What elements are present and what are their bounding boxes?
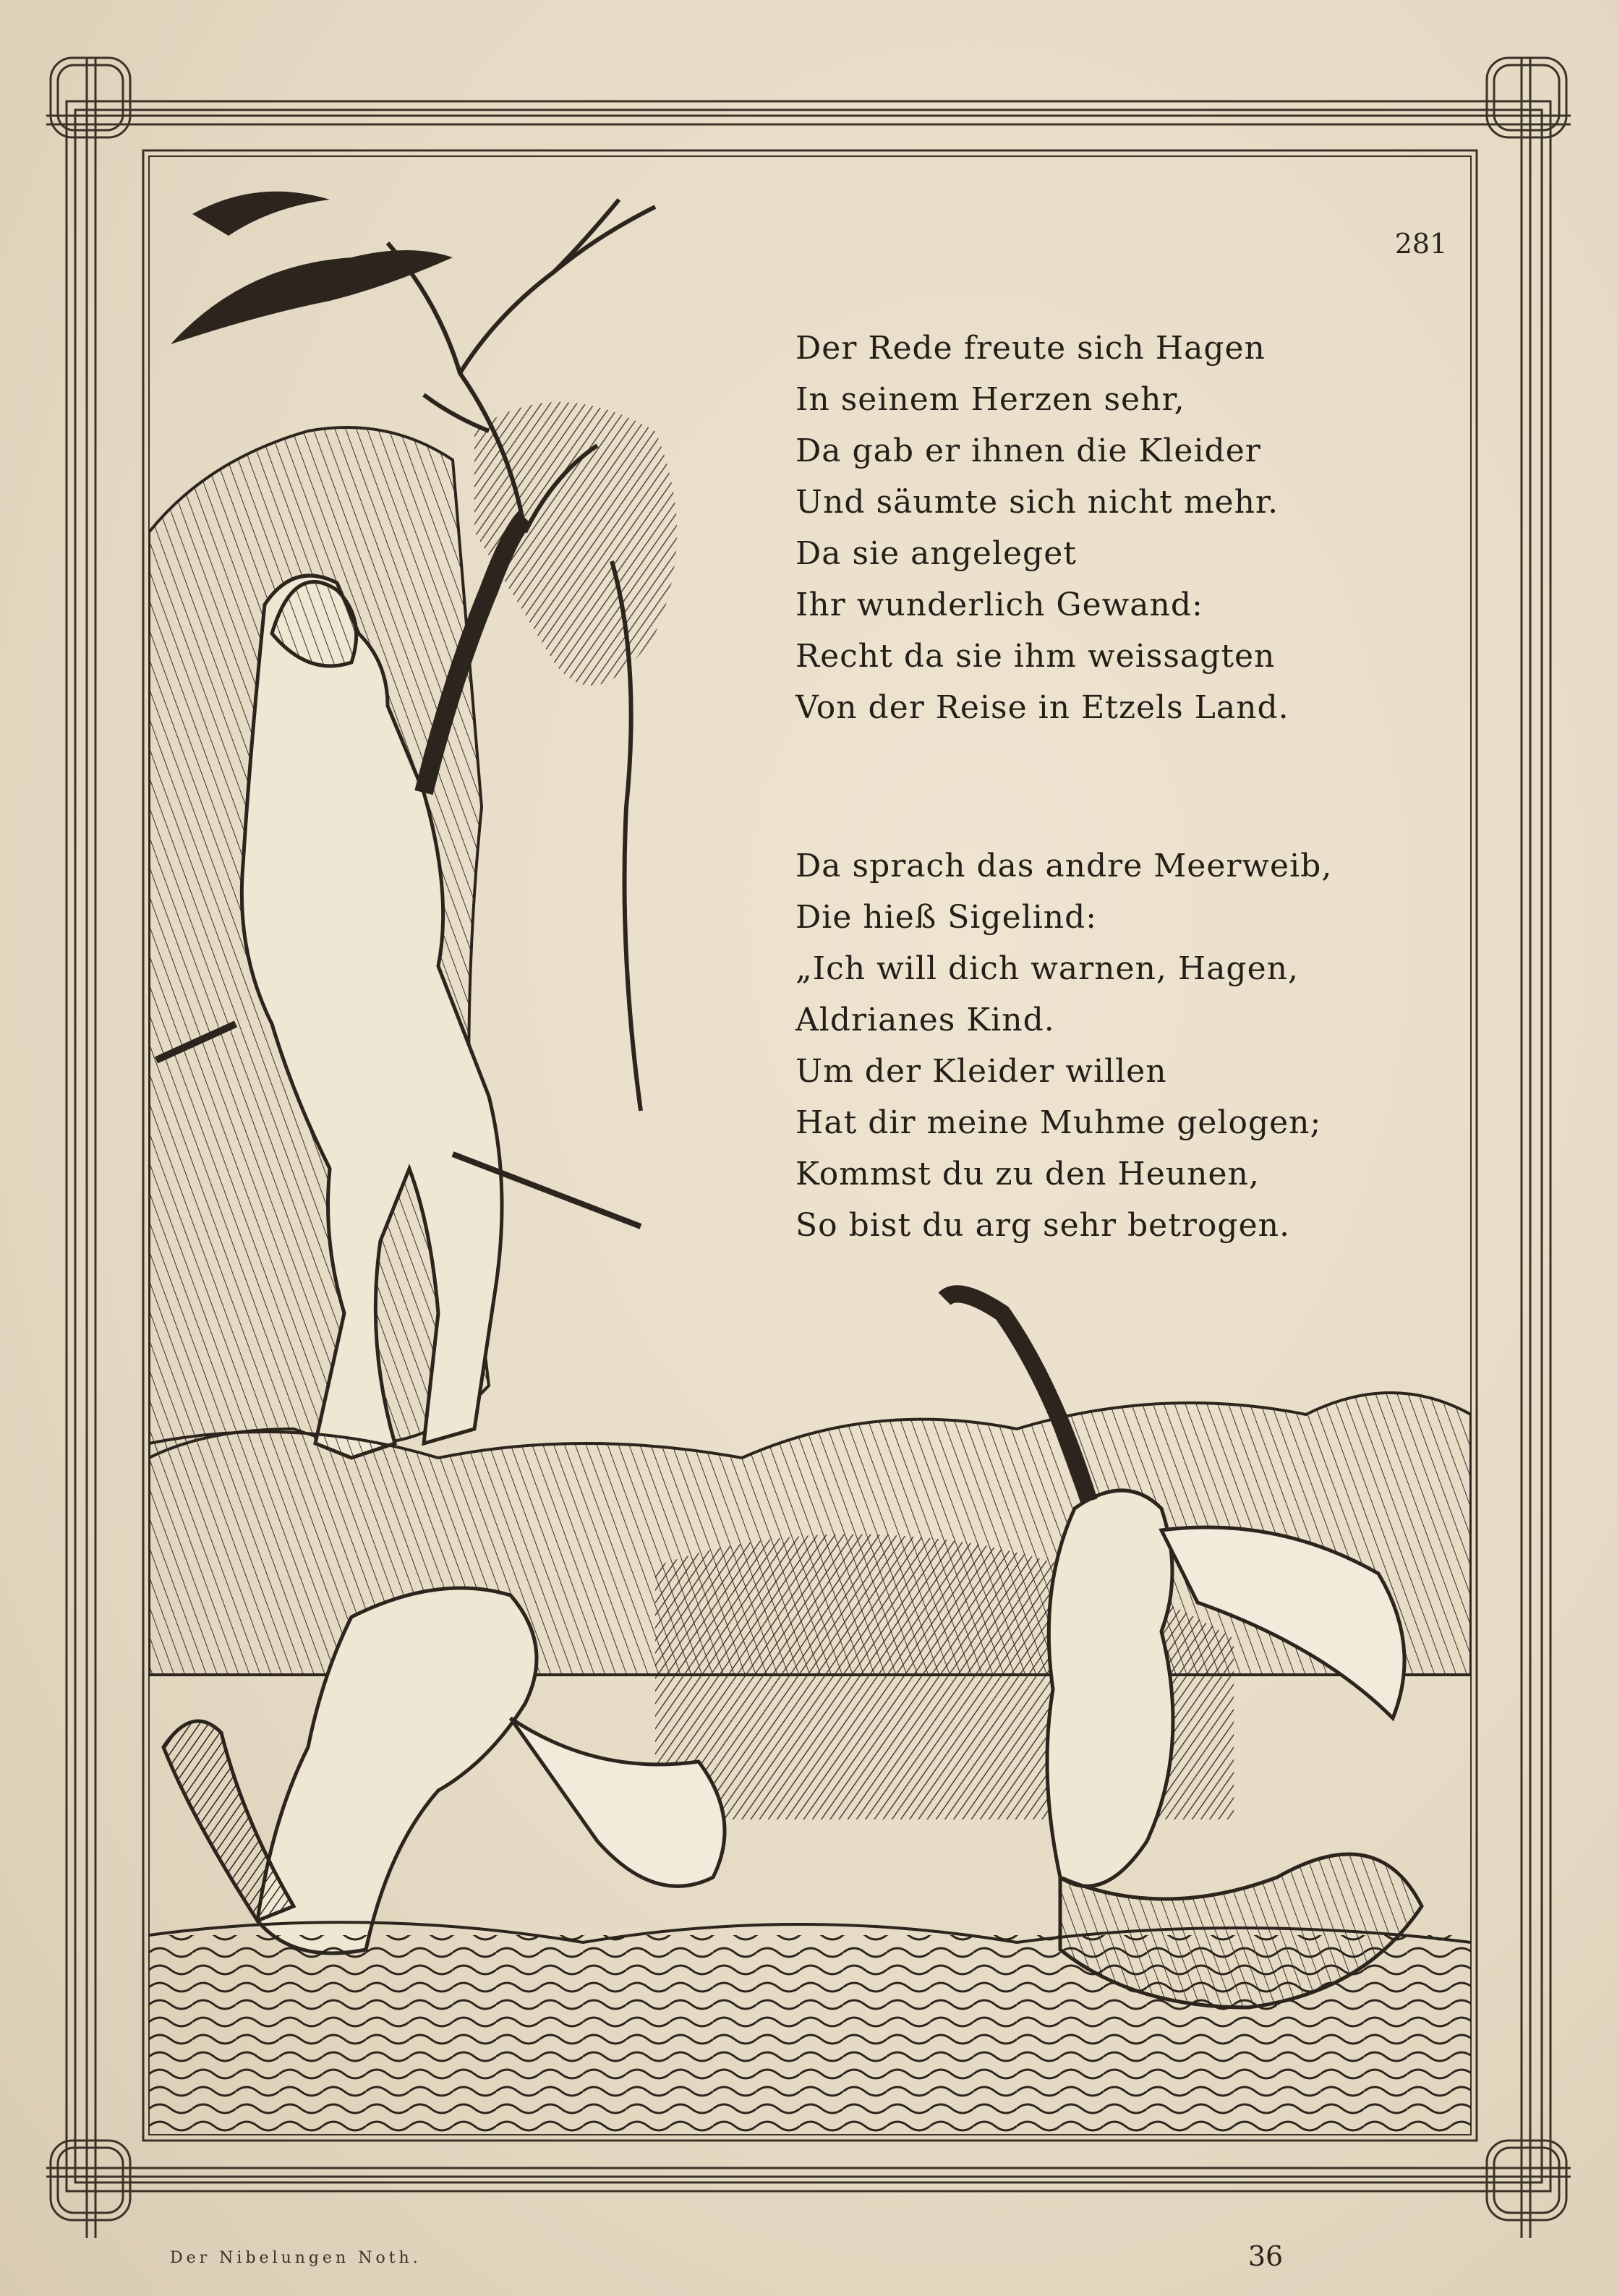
verse-line: Da gab er ihnen die Kleider — [795, 432, 1261, 469]
verse-line: Von der Reise in Etzels Land. — [795, 689, 1289, 726]
verse-line: Hat dir meine Muhme gelogen; — [795, 1104, 1322, 1141]
verse-line: Und säumte sich nicht mehr. — [795, 484, 1279, 521]
verse-line: „Ich will dich warnen, Hagen, — [795, 950, 1299, 987]
sea-waves — [149, 1935, 1471, 2135]
stanza-2 — [795, 840, 1332, 1251]
verse-line: Der Rede freute sich Hagen — [795, 330, 1266, 367]
footer-book-title: Der Nibelungen Noth. — [170, 2249, 422, 2267]
raven-icon — [171, 192, 453, 344]
stanza-1 — [795, 323, 1289, 733]
verse-line: Da sie angeleget — [795, 535, 1077, 572]
verse-line: In seinem Herzen sehr, — [795, 381, 1185, 418]
verse-line: Kommst du zu den Heunen, — [795, 1156, 1260, 1192]
verse-line: Aldrianes Kind. — [795, 1002, 1055, 1038]
verse-line: So bist du arg sehr betrogen. — [795, 1207, 1290, 1244]
verse-line: Die hieß Sigelind: — [795, 899, 1098, 936]
verse-line: Um der Kleider willen — [795, 1053, 1167, 1090]
verse-line: Recht da sie ihm weissagten — [795, 638, 1276, 675]
verse-line: Ihr wunderlich Gewand: — [795, 586, 1203, 623]
verse-line: Da sprach das andre Meerweib, — [795, 848, 1333, 884]
footer-sheet-number: 36 — [1247, 2240, 1284, 2272]
page-number: 281 — [1394, 228, 1448, 260]
